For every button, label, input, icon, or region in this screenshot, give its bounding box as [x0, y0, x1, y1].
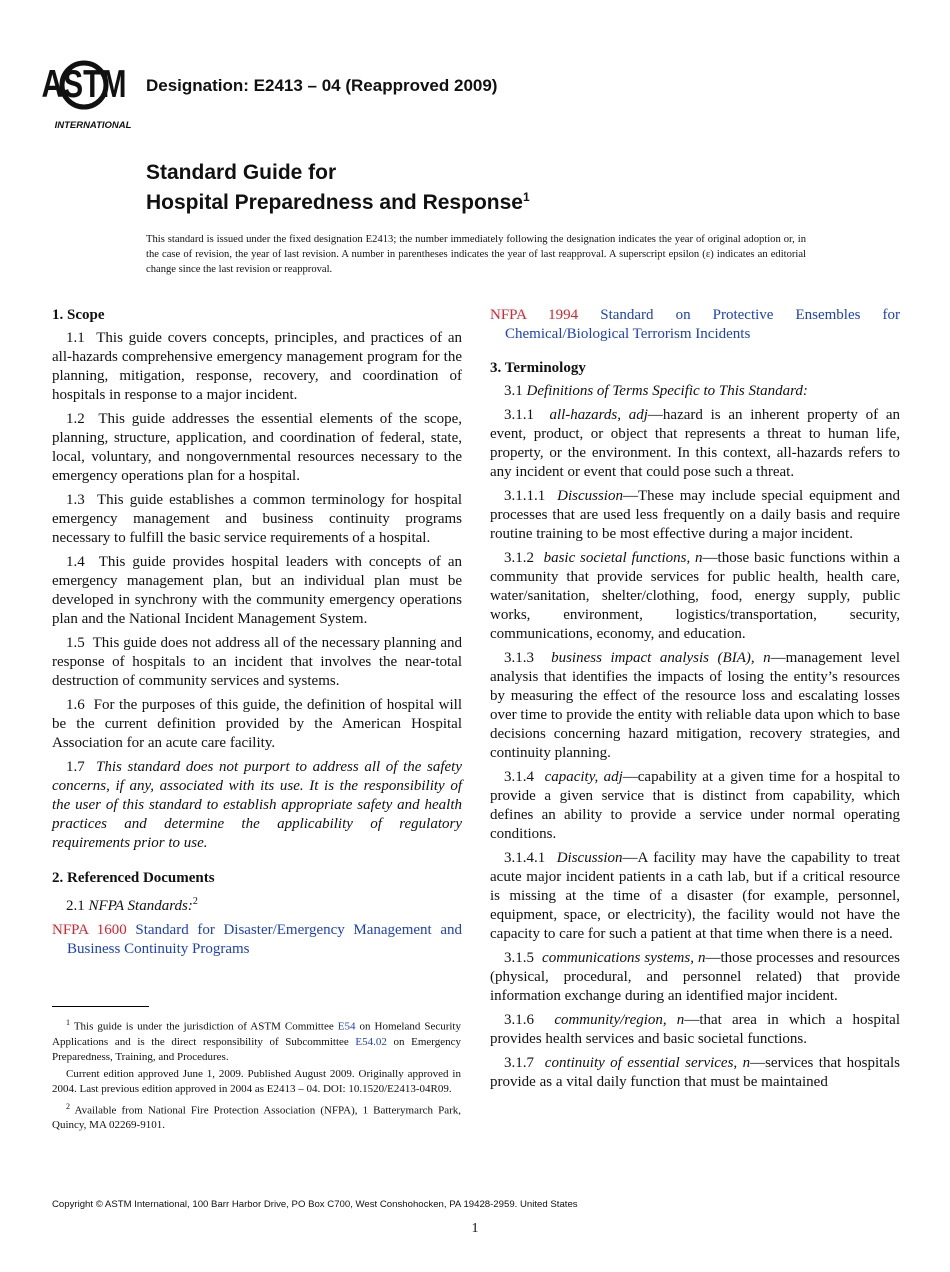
title-footnote-mark[interactable]: 1 — [522, 190, 530, 204]
designation-notice: This standard is issued under the fixed designation E2413; the number immediately following the designation indicates the year of original adoption or, in the case of revision, the year of last revision. A number in parentheses indicates the year of last reapproval. A superscript epsilon (ε) indicates an editorial change since the last revision or reapproval. — [146, 234, 806, 275]
footnote-2: $^2$ Available from National Fire Protection Association (NFPA), 1 Batterymarch Park, Quincy, MA 02269-9101. — [52, 1101, 461, 1132]
defined-term: Discussion — [556, 850, 623, 866]
paragraph-3-1-6: 3.1.6 community/region, n—that area in which a hospital provides health services and basic societal functions. — [490, 1012, 901, 1047]
paragraph-3-1-3: 3.1.3 business impact analysis (BIA), n—management level analysis that identifies the impacts of losing the entity’s resources by measuring the effect of the resource loss and escalating losses over time to provide the entity with reliable data upon which to base decisions concerning hazard mitigation, recovery strategies, and continuity planning. — [490, 650, 901, 761]
footnote-divider — [52, 1006, 149, 1007]
defined-term: all-hazards, adj — [549, 407, 648, 423]
subsection-nfpa-standards: 2.1 NFPA Standards:$^2$ — [66, 896, 198, 914]
page-number: 1 — [471, 1221, 479, 1236]
paragraph-3-1-7: 3.1.7 continuity of essential services, n—services that hospitals provide as a vital daily function that must be maintained — [490, 1055, 901, 1090]
footnote-1: $^1$ This guide is under the jurisdiction of ASTM Committee E54 on Homeland Security Applications and is the direct responsibility of Subcommittee E54.02 on Emergency Preparedness, Training, and Procedures. — [52, 1018, 461, 1063]
reference-item[interactable]: NFPA 1994 Standard on Protective Ensembles for Chemical/Biological Terrorism Incidents — [490, 307, 900, 342]
document-title — [146, 160, 530, 215]
defined-term: capacity, adj — [544, 769, 623, 785]
paragraph-1-5: 1.5 This guide does not address all of the necessary planning and response of hospitals to an incident that involves the near-total destruction of community services and systems. — [52, 635, 462, 689]
paragraph-3-1-2: 3.1.2 basic societal functions, n—those basic functions within a community that provide services for public health, health care, water/sanitation, shelter/clothing, food, energy supply, public works, environment, logistics/transportation, security, communications, economy, and education. — [490, 550, 900, 642]
defined-term: business impact analysis (BIA), n — [551, 650, 771, 666]
subcommittee-link[interactable]: E54.02 — [355, 1035, 387, 1048]
defined-term: communications systems, n — [542, 950, 706, 966]
svg-text:ASTM: ASTM — [41, 63, 127, 106]
paragraph-1-3: 1.3 This guide establishes a common terminology for hospital emergency management and business continuity programs necessary to fulfill the basic service requirements of a hospital. — [52, 492, 462, 546]
section-heading-terminology: 3. Terminology — [490, 360, 586, 376]
defined-term: basic societal functions, n — [543, 550, 703, 566]
left-column — [52, 306, 462, 963]
paragraph-1-1: 1.1 This guide covers concepts, principles, and practices of an all-hazards comprehensive emergency management program for the planning, mitigation, response, recovery, and coordination of hospitals in response to a major incident. — [52, 330, 462, 403]
committee-link[interactable]: E54 — [337, 1020, 356, 1033]
designation: Designation: E2413 – 04 (Reapproved 2009) — [146, 76, 498, 95]
defined-term: Discussion — [557, 488, 623, 504]
paragraph-3-1-4-1: 3.1.4.1 Discussion—A facility may have the capability to treat acute major incident patients in a cath lab, but if a critical resource is missing at the time of a disaster (for example, personnel, equipment, space, or electricity), the facility would not have the capacity to care for such a patient at that time when there is a need. — [490, 850, 900, 942]
defined-term: community/region, n — [554, 1012, 685, 1028]
footnote-1-edition: Current edition approved June 1, 2009. Published August 2009. Originally approved in 2004. Last previous edition approved in 2004 as E2413 – 04. DOI: 10.1520/E2413-04R09. — [52, 1067, 461, 1095]
title-line-2: Hospital Preparedness and Response — [146, 191, 523, 214]
subsection-definitions: 3.1 Definitions of Terms Specific to This Standard: — [504, 383, 808, 399]
paragraph-1-4: 1.4 This guide provides hospital leaders with concepts of an emergency management plan, but an individual plan must be developed in synchrony with the community emergency operations plan and the National Incident Management System. — [52, 554, 463, 627]
astm-logo — [41, 58, 134, 132]
paragraph-3-1-1: 3.1.1 all-hazards, adj—hazard is an inherent property of an event, product, or object that represents a threat to human life, property, or the environment. In this context, all-hazards refers to any incident or event that could pose such a threat. — [490, 407, 901, 480]
reference-item[interactable]: NFPA 1600 Standard for Disaster/Emergency Management and Business Continuity Programs — [52, 922, 462, 957]
paragraph-3-1-5: 3.1.5 communications systems, n—those processes and resources (physical, procedural, and personnel related) that provide information exchange during an identified major incident. — [490, 950, 900, 1004]
paragraph-3-1-4: 3.1.4 capacity, adj—capability at a given time for a hospital to provide a given service that is distinct from capability, which defines an ability to provide a service under normal operating conditions. — [490, 769, 900, 842]
section-heading-scope: 1. Scope — [52, 307, 105, 323]
svg-text:INTERNATIONAL: INTERNATIONAL — [54, 120, 132, 131]
paragraph-3-1-1-1: 3.1.1.1 Discussion—These may include special equipment and processes that are used less frequently on a daily basis and require routine training to be most effective during a major incident. — [490, 488, 900, 542]
copyright: Copyright © ASTM International, 100 Barr Harbor Drive, PO Box C700, West Conshohocken, PA 19428-2959. United States — [52, 1199, 578, 1210]
defined-term: continuity of essential services, n — [544, 1055, 751, 1071]
section-heading-referenced-documents: 2. Referenced Documents — [52, 870, 215, 886]
paragraph-1-2: 1.2 This guide addresses the essential elements of the scope, planning, structure, application, and coordination of federal, state, local, voluntary, and nongovernmental resources necessary to the emergency operations plan for a hospital. — [52, 411, 462, 484]
reference-link[interactable]: Standard for Disaster/Emergency Management and Business Continuity Programs — [67, 922, 462, 957]
right-column — [490, 306, 900, 1097]
reference-link[interactable]: Standard on Protective Ensembles for Chemical/Biological Terrorism Incidents — [505, 307, 900, 342]
title-line-1: Standard Guide for — [146, 161, 337, 184]
footnotes — [52, 1015, 461, 1135]
paragraph-1-7: 1.7 This standard does not purport to address all of the safety concerns, if any, associated with its use. It is the responsibility of the user of this standard to establish appropriate safety and health practices and determine the applicability of regulatory requirements prior to use. — [52, 759, 463, 851]
paragraph-1-6: 1.6 For the purposes of this guide, the definition of hospital will be the current definition provided by the American Hospital Association for an acute care facility. — [52, 697, 462, 751]
